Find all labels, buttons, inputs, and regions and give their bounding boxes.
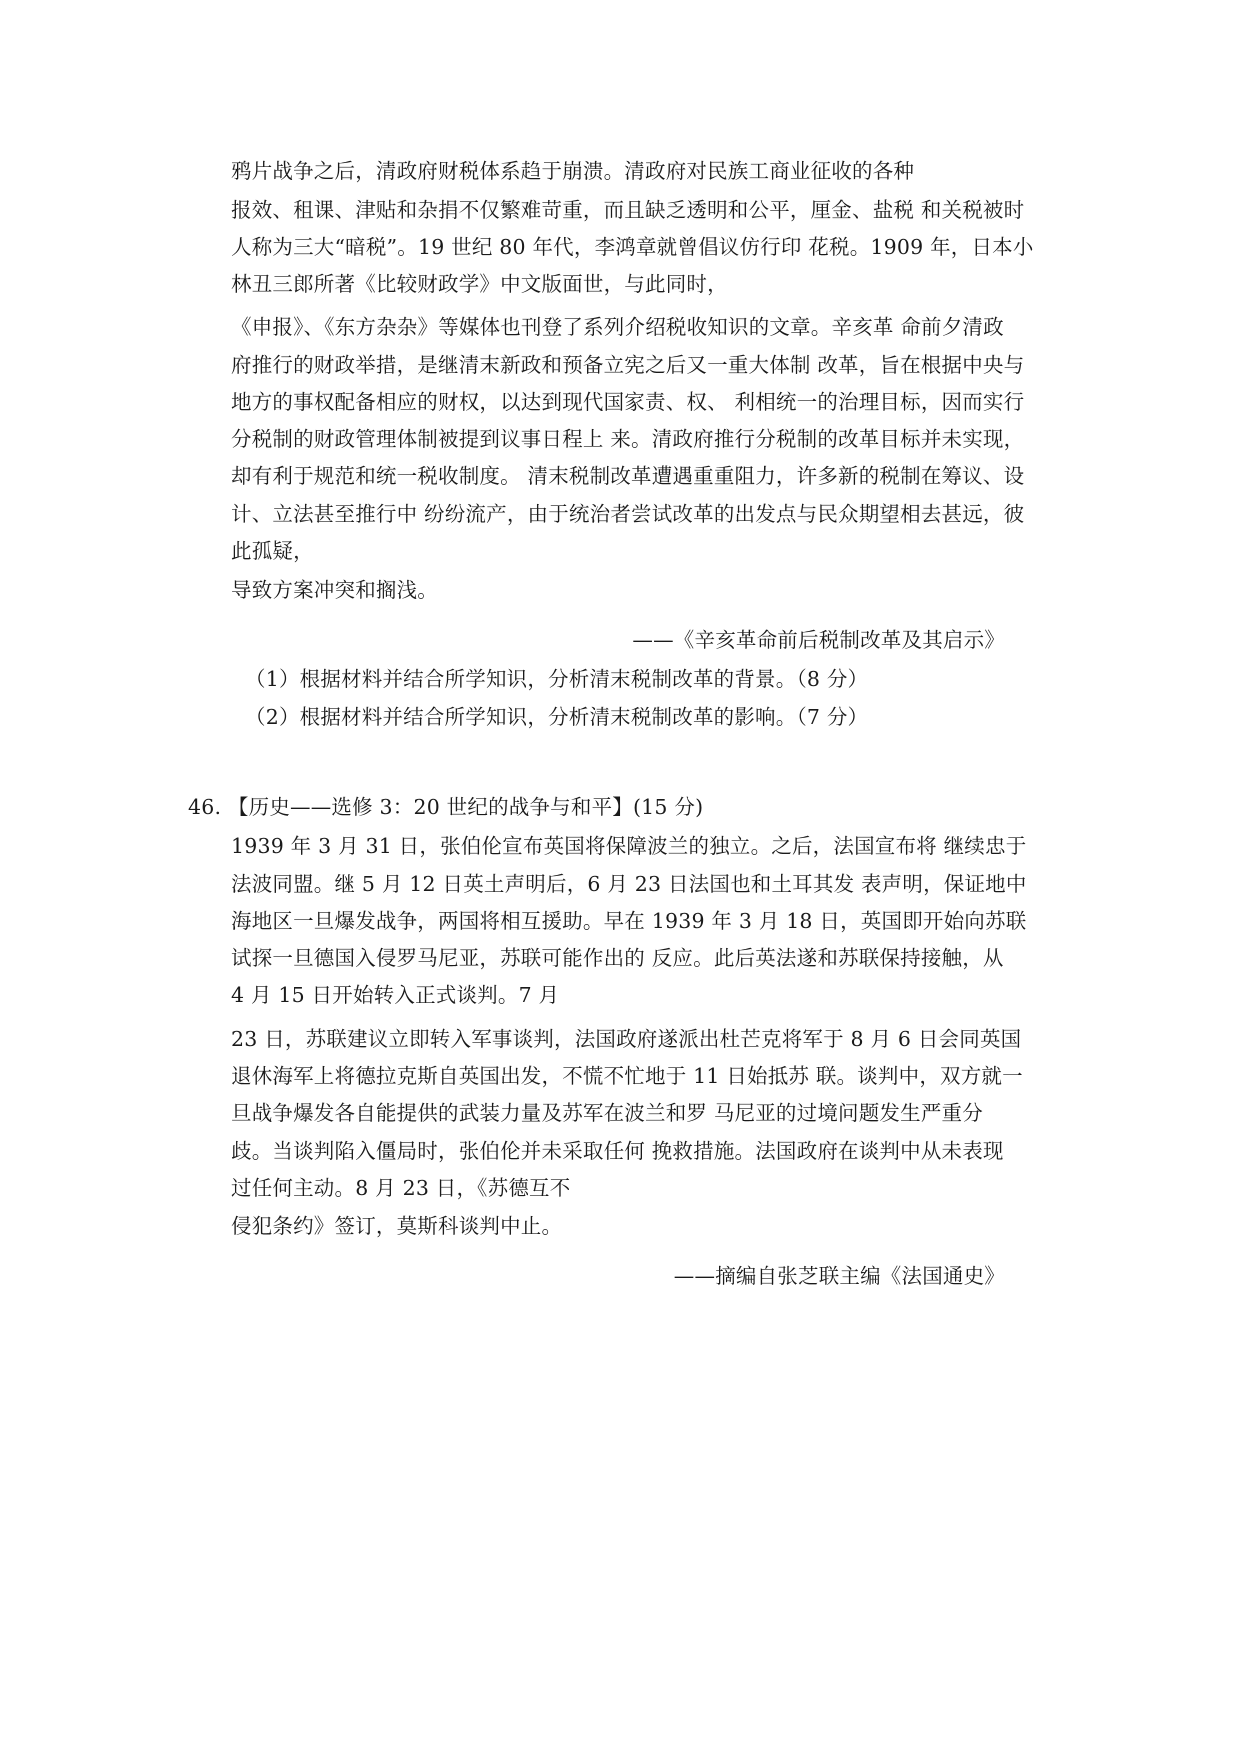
material-line: 此孤疑， [231, 539, 314, 563]
material-line: 林丑三郎所著《比较财政学》中文版面世，与此同时， [231, 272, 728, 296]
material-line: 旦战争爆发各自能提供的武装力量及苏军在波兰和罗 马尼亚的过境问题发生严重分 [231, 1101, 983, 1125]
material-line: 23 日，苏联建议立即转入军事谈判，法国政府遂派出杜芒克将军于 8 月 6 日会同英国 [231, 1027, 1022, 1051]
material-line: 却有利于规范和统一税收制度。 清末税制改革遭遇重重阻力，许多新的税制在筹议、设 [231, 464, 1025, 488]
source-citation: ——摘编自张芝联主编《法国通史》 [673, 1264, 1005, 1288]
material-line: 4 月 15 日开始转入正式谈判。7 月 [231, 983, 560, 1007]
material-line: 导致方案冲突和搁浅。 [231, 578, 438, 602]
material-line: 过任何主动。8 月 23 日，《苏德互不 [231, 1176, 571, 1200]
material-line: 1939 年 3 月 31 日，张伯伦宣布英国将保障波兰的独立。之后，法国宣布将 继续忠于 [231, 834, 1027, 858]
material-line: 《申报》、《东方杂杂》等媒体也刊登了系列介绍税收知识的文章。辛亥革 命前夕清政 [231, 315, 1004, 339]
material-line: 鸦片战争之后，清政府财税体系趋于崩溃。清政府对民族工商业征收的各种 [231, 159, 915, 183]
material-line: 法波同盟。继 5 月 12 日英土声明后，6 月 23 日法国也和土耳其发 表声明，保证地中 [231, 872, 1027, 896]
material-line: 府推行的财政举措，是继清末新政和预备立宪之后又一重大体制 改革，旨在根据中央与 [231, 353, 1025, 377]
material-line: 分税制的财政管理体制被提到议事日程上 来。清政府推行分税制的改革目标并未实现， [231, 427, 1025, 451]
question-1: （1）根据材料并结合所学知识，分析清末税制改革的背景。（8 分） [245, 667, 869, 691]
question-46-heading: 46. 【历史——选修 3：20 世纪的战争与和平】(15 分) [188, 795, 704, 819]
material-line: 人称为三大“暗税”。19 世纪 80 年代，李鸿章就曾倡议仿行印 花税。1909 年，日本小 [231, 235, 1034, 259]
material-line: 地方的事权配备相应的财权，以达到现代国家责、权、 利相统一的治理目标，因而实行 [231, 390, 1025, 414]
material-line: 计、立法甚至推行中 纷纷流产，由于统治者尝试改革的出发点与民众期望相去甚远，彼 [231, 502, 1025, 526]
material-line: 歧。当谈判陷入僵局时，张伯伦并未采取任何 挽救措施。法国政府在谈判中从未表现 [231, 1139, 1004, 1163]
material-line: 侵犯条约》签订，莫斯科谈判中止。 [231, 1214, 563, 1238]
material-line: 海地区一旦爆发战争，两国将相互援助。早在 1939 年 3 月 18 日，英国即开始向苏联 [231, 909, 1027, 933]
material-line: 退休海军上将德拉克斯自英国出发，不慌不忙地于 11 日始抵苏 联。谈判中，双方就一 [231, 1064, 1023, 1088]
source-citation: ——《辛亥革命前后税制改革及其启示》 [632, 628, 1005, 652]
question-2: （2）根据材料并结合所学知识，分析清末税制改革的影响。（7 分） [245, 705, 869, 729]
material-line: 试探一旦德国入侵罗马尼亚，苏联可能作出的 反应。此后英法遂和苏联保持接触，从 [231, 946, 1004, 970]
material-line: 报效、租课、津贴和杂捐不仅繁难苛重，而且缺乏透明和公平，厘金、盐税 和关税被时 [231, 198, 1025, 222]
